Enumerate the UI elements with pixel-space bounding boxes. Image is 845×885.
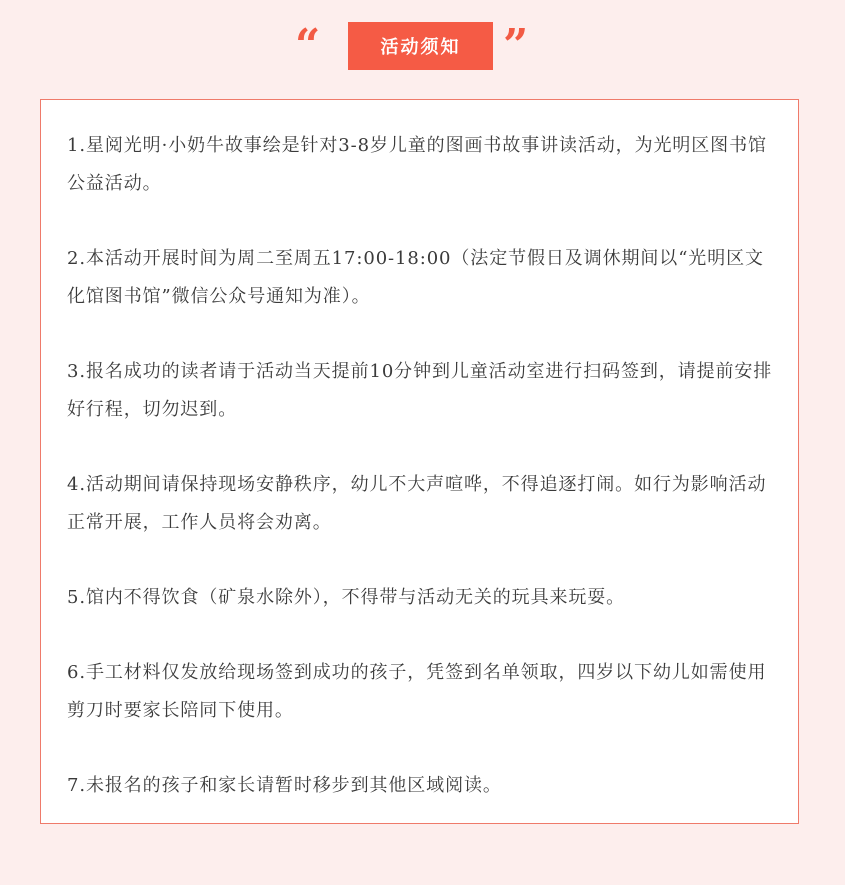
open-quote-icon: “	[295, 20, 321, 71]
notice-item: 3.报名成功的读者请于活动当天提前10分钟到儿童活动室进行扫码签到，请提前安排好行程，切勿迟到。	[67, 361, 773, 420]
notice-item: 5.馆内不得饮食（矿泉水除外），不得带与活动无关的玩具来玩耍。	[67, 587, 626, 608]
notice-item: 7.未报名的孩子和家长请暂时移步到其他区域阅读。	[67, 775, 502, 796]
notice-item: 2.本活动开展时间为周二至周五17:00-18:00（法定节假日及调休期间以“光明区文化馆图书馆”微信公众号通知为准）。	[67, 248, 764, 307]
notice-item: 6.手工材料仅发放给现场签到成功的孩子，凭签到名单领取，四岁以下幼儿如需使用剪刀时要家长陪同下使用。	[67, 662, 767, 721]
notice-panel	[40, 99, 799, 824]
close-quote-icon: ”	[503, 20, 529, 71]
section-title: 活动须知	[348, 22, 493, 70]
notice-item: 1.星阅光明·小奶牛故事绘是针对3-8岁儿童的图画书故事讲读活动，为光明区图书馆公益活动。	[67, 135, 767, 194]
notice-item: 4.活动期间请保持现场安静秩序，幼儿不大声喧哗，不得追逐打闹。如行为影响活动正常开展，工作人员将会劝离。	[67, 474, 767, 533]
notice-list	[67, 127, 777, 805]
section-header	[0, 22, 845, 70]
